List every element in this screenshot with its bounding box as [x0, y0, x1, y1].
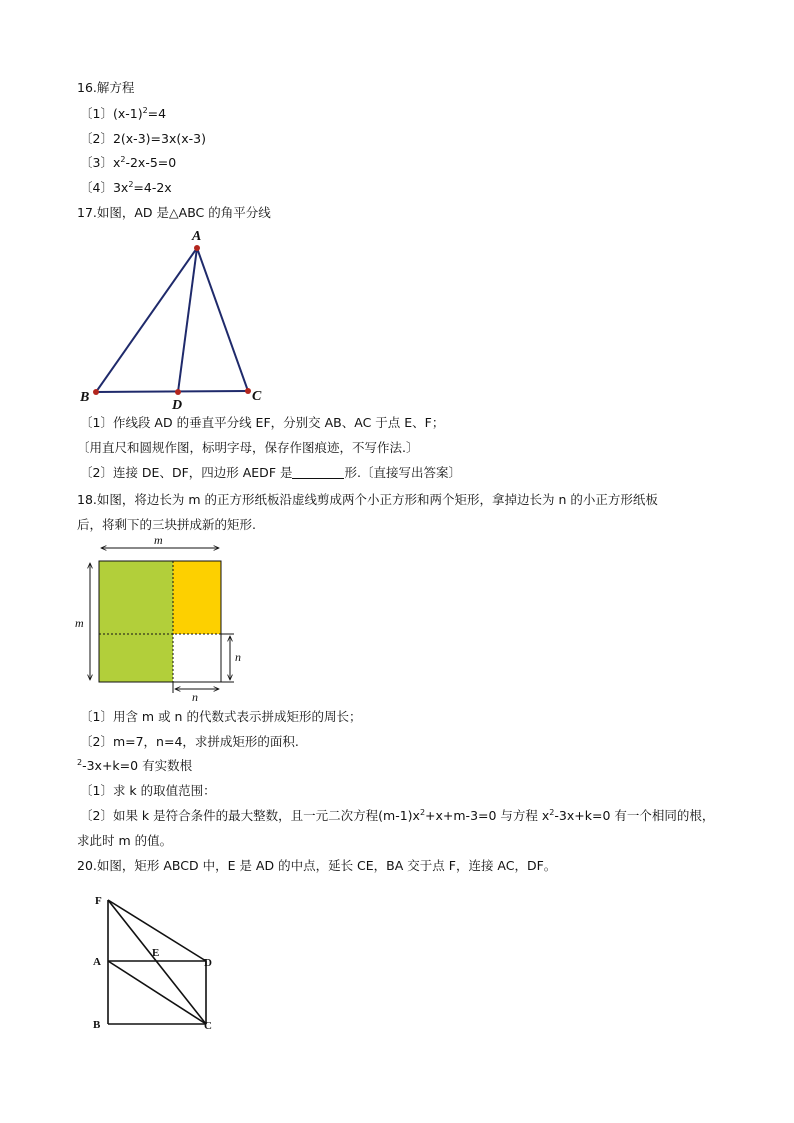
- q18-part1: 〔1〕用含 m 或 n 的代数式表示拼成矩形的周长；: [80, 709, 362, 724]
- point-b: [93, 389, 99, 395]
- small-square: [173, 634, 221, 682]
- green-rect-bottom: [99, 634, 173, 682]
- q17-note: 〔用直尺和圆规作图，标明字母，保存作图痕迹，不写作法.〕: [77, 440, 419, 455]
- point-a: [194, 245, 200, 251]
- label-n-right: n: [235, 650, 241, 664]
- label-m-left: m: [75, 616, 84, 630]
- q16-item-4: 〔4〕$3x^2=4-2x$: [80, 180, 172, 195]
- label-b: B: [80, 390, 90, 405]
- segment-ac: [108, 961, 206, 1024]
- label-d: D: [172, 398, 183, 412]
- q18-text-line1: 18.如图，将边长为 m 的正方形纸板沿虚线剪成两个小正方形和两个矩形，拿掉边长为 n 的小正方形纸板: [77, 492, 658, 507]
- q20-title: 20.如图，矩形 ABCD 中，E 是 AD 的中点，延长 CE，BA 交于点 F，连接 AC，DF。: [77, 858, 557, 873]
- point-c: [245, 388, 251, 394]
- q17-part2: 〔2〕连接 DE、DF，四边形 AEDF 是 形.〔直接写出答案〕: [80, 465, 461, 480]
- q18-part2: 〔2〕m=7，n=4，求拼成矩形的面积.: [80, 734, 299, 749]
- label-m-top: m: [154, 533, 163, 547]
- point-d: [175, 389, 181, 395]
- label-e: E: [152, 947, 160, 959]
- q16-title: 16.解方程: [77, 80, 135, 95]
- label-d: D: [204, 957, 212, 969]
- rectangle-abcd-figure: [88, 890, 228, 1040]
- label-a: A: [93, 956, 101, 968]
- segment-bc: [96, 391, 248, 392]
- q16-item-1: 〔1〕$(x-1)^2=4$: [80, 106, 167, 121]
- q17-part1: 〔1〕作线段 AD 的垂直平分线 EF，分别交 AB、AC 于点 E、F；: [80, 415, 445, 430]
- label-c: C: [252, 389, 262, 404]
- segment-fc: [108, 900, 206, 1024]
- q19-part2-line2: 求此时 m 的值。: [77, 833, 173, 848]
- q16-item-2: 〔2〕2(x-3)=3x(x-3): [80, 131, 206, 146]
- q17-title: 17.如图，AD 是△ABC 的角平分线: [77, 205, 271, 220]
- q19-part2: 〔2〕如果 k 是符合条件的最大整数，且一元二次方程$(m-1)x^2+x+m-3=0$ 与方程 $x^2-3x+k=0$ 有一个相同的根，: [80, 808, 715, 823]
- label-b: B: [93, 1019, 101, 1031]
- label-a: A: [192, 229, 202, 244]
- green-rect-top: [99, 561, 173, 634]
- answer-blank[interactable]: [292, 466, 344, 479]
- triangle-abc-figure: [80, 226, 280, 412]
- q16-item-3: 〔3〕$x^2-2x-5=0$: [80, 155, 177, 170]
- yellow-rect: [173, 561, 221, 634]
- label-n-bottom: n: [192, 690, 198, 703]
- square-cut-figure: [72, 533, 252, 703]
- q18-text-line2: 后，将剩下的三块拼成新的矩形.: [77, 517, 256, 532]
- segment-ac: [197, 248, 248, 391]
- label-f: F: [95, 895, 102, 907]
- label-c: C: [204, 1020, 212, 1032]
- q19-part1: 〔1〕求 k 的取值范围：: [80, 783, 216, 798]
- q19-line0: $^2$-3x+k=0 有实数根: [77, 758, 193, 773]
